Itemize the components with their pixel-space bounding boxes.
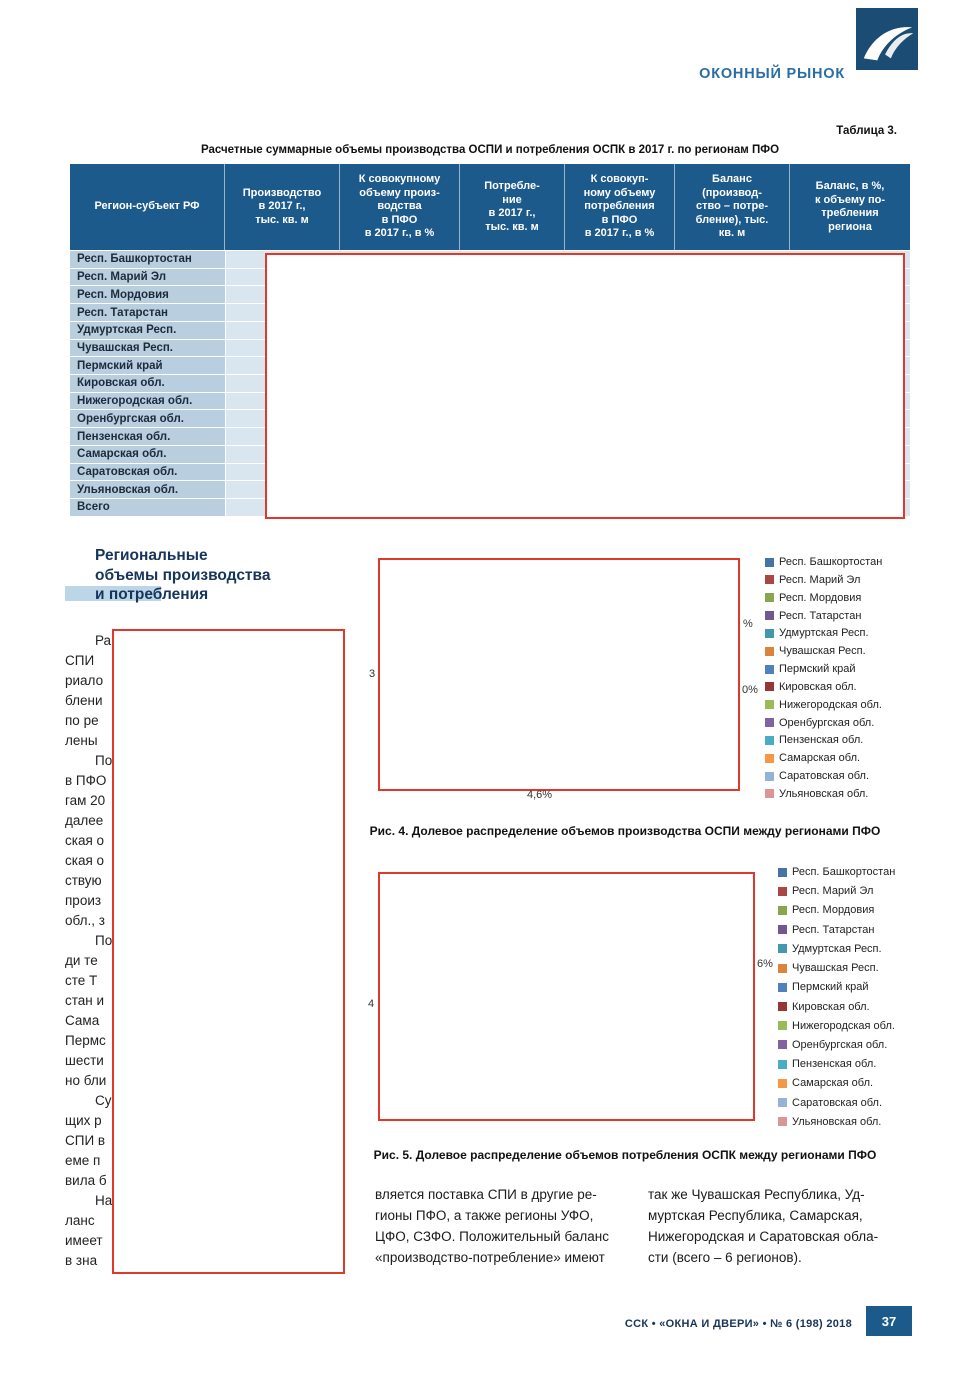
legend-label: Пензенская обл. [792, 1058, 877, 1071]
legend-item [765, 610, 882, 622]
legend-label: Ульяновская обл. [792, 1115, 882, 1128]
legend-item [765, 788, 882, 800]
legend-swatch [765, 772, 774, 781]
legend-swatch [778, 944, 787, 953]
legend-item [778, 943, 895, 955]
redaction-box-figure5 [378, 872, 755, 1121]
publisher-logo [856, 8, 918, 70]
body-text-line: СПИ [65, 653, 95, 668]
legend-item [765, 627, 882, 639]
legend-item [765, 592, 882, 604]
region-name-cell: Респ. Мордовия [70, 286, 225, 303]
legend-item [778, 1001, 895, 1013]
legend-swatch [765, 558, 774, 567]
legend-item [765, 681, 882, 693]
column-header: К совокупному объему произ- водства в ПФО в 2017 г., в % [340, 164, 460, 250]
legend-swatch [765, 665, 774, 674]
body-text-line: обл., з [65, 913, 105, 928]
legend-item [778, 1077, 895, 1089]
body-text-line: в зна [65, 1253, 98, 1268]
body-text-line: гам 20 [65, 793, 106, 808]
region-name-cell: Пермский край [70, 357, 225, 374]
legend-label: Респ. Марий Эл [779, 573, 861, 586]
body-text-column-middle [375, 1184, 637, 1268]
legend-swatch [778, 1079, 787, 1088]
region-name-cell: Удмуртская Респ. [70, 322, 225, 339]
legend-label: Пермский край [779, 663, 856, 676]
legend-label: Респ. Татарстан [779, 609, 862, 622]
region-name-cell: Респ. Башкортостан [70, 251, 225, 268]
legend-swatch [778, 1040, 787, 1049]
legend-label: Респ. Мордовия [779, 591, 862, 604]
logo-graphic [856, 8, 918, 70]
body-text-line: вляется поставка СПИ в другие ре- [375, 1187, 597, 1202]
body-text-line: имеет [65, 1233, 103, 1248]
body-text-line: далее [65, 813, 104, 828]
region-name-cell: Саратовская обл. [70, 464, 225, 481]
legend-label: Оренбургская обл. [792, 1038, 888, 1051]
body-text-line: Сама [65, 1013, 100, 1028]
legend-swatch [778, 906, 787, 915]
body-text-line: Нижегородская и Саратовская обла- [648, 1229, 879, 1244]
legend-swatch [778, 1002, 787, 1011]
region-name-cell: Кировская обл. [70, 375, 225, 392]
body-text-line: ланс [65, 1213, 95, 1228]
column-header: Производство в 2017 г., тыс. кв. м [225, 164, 340, 250]
body-text-line: По [95, 753, 113, 768]
body-text-line: шести [65, 1053, 104, 1068]
table-title: Расчетные суммарные объемы производства ОСПИ и потребления ОСПК в 2017 г. по регионам ПФО [200, 144, 780, 156]
legend-item [765, 699, 882, 711]
body-text-line: риало [65, 673, 104, 688]
legend-item [778, 1116, 895, 1128]
body-text-line: вила б [65, 1173, 107, 1188]
legend-item [778, 924, 895, 936]
legend-label: Ульяновская обл. [779, 787, 869, 800]
body-text-line: по ре [65, 713, 99, 728]
body-text-line: еме п [65, 1153, 101, 1168]
body-text-line: блени [65, 693, 103, 708]
legend-item [778, 904, 895, 916]
legend-item [765, 734, 882, 746]
legend-label: Удмуртская Респ. [779, 627, 869, 640]
body-text-line: стан и [65, 993, 105, 1008]
column-header: Баланс (производ- ство – потре- бление), тыс. кв. м [675, 164, 790, 250]
body-text-line: ская о [65, 853, 105, 868]
body-text-line: щих р [65, 1113, 102, 1128]
legend-swatch [778, 1021, 787, 1030]
column-header: К совокуп- ному объему потребления в ПФО в 2017 г., в % [565, 164, 675, 250]
legend-swatch [765, 611, 774, 620]
legend-label: Кировская обл. [792, 1000, 870, 1013]
legend-label: Респ. Марий Эл [792, 885, 874, 898]
body-text-line: сти (всего – 6 регионов). [648, 1250, 802, 1265]
legend-item [778, 962, 895, 974]
body-text-line: но бли [65, 1073, 107, 1088]
body-text-line: гионы ПФО, а также регионы УФО, [375, 1208, 594, 1223]
legend-swatch [778, 1098, 787, 1107]
legend-label: Пензенская обл. [779, 734, 864, 747]
legend-swatch [765, 718, 774, 727]
column-header: Баланс, в %, к объему по- требления региона [814, 180, 886, 233]
legend-swatch [765, 593, 774, 602]
legend-label: Респ. Башкортостан [792, 866, 896, 878]
legend-label: Респ. Башкортостан [779, 556, 883, 568]
legend-label: Самарская обл. [779, 752, 861, 765]
fig4-data-label: 0% [742, 684, 758, 696]
legend-swatch [765, 629, 774, 638]
body-text-line: ская о [65, 833, 105, 848]
body-text-line: ствую [65, 873, 102, 888]
legend-item [765, 770, 882, 782]
footer-imprint: ССК • «ОКНА И ДВЕРИ» • № 6 (198) 2018 [624, 1318, 852, 1330]
fig4-data-label: 4,6% [527, 789, 553, 801]
legend-label: Нижегородская обл. [779, 698, 882, 711]
legend-label: Чувашская Респ. [779, 645, 866, 658]
fig5-data-label: 6% [757, 958, 773, 970]
legend-swatch [778, 887, 787, 896]
legend-swatch [765, 754, 774, 763]
redaction-box-table-data [265, 253, 905, 519]
redaction-box-figure4 [378, 558, 740, 791]
legend-item [778, 885, 895, 897]
page-section-title: ОКОННЫЙ РЫНОК [699, 66, 845, 82]
fig5-data-label: 4 [368, 998, 375, 1010]
legend-label: Кировская обл. [779, 680, 857, 693]
legend-swatch [778, 1060, 787, 1069]
body-text-line: муртская Республика, Самарская, [648, 1208, 863, 1223]
legend-item [778, 1039, 895, 1051]
legend-label: Самарская обл. [792, 1077, 874, 1090]
body-text-line: Су [95, 1093, 112, 1108]
region-name-cell: Респ. Марий Эл [70, 269, 225, 286]
legend-item [765, 663, 882, 675]
body-text-line: На [95, 1193, 113, 1208]
legend-item [778, 1097, 895, 1109]
fig4-data-label: 3 [369, 668, 376, 680]
figure5-caption: Рис. 5. Долевое распределение объемов потребления ОСПК между регионами ПФО [373, 1148, 877, 1162]
legend-swatch [778, 868, 787, 877]
legend-swatch [778, 964, 787, 973]
legend-item [765, 574, 882, 586]
legend-item [765, 717, 882, 729]
legend-label: Чувашская Респ. [792, 962, 879, 975]
section-heading-line: Региональные [95, 547, 208, 564]
body-text-line: произ [65, 893, 102, 908]
redaction-box-left-text [112, 629, 345, 1274]
body-text-line: СПИ в [65, 1133, 106, 1148]
legend-label: Саратовская обл. [792, 1096, 883, 1109]
figure4-caption: Рис. 4. Долевое распределение объемов производства ОСПИ между регионами ПФО [369, 824, 881, 838]
region-name-cell: Пензенская обл. [70, 428, 225, 445]
legend-swatch [778, 983, 787, 992]
body-text-line: Ра [95, 633, 112, 648]
legend-item [778, 866, 895, 878]
section-heading-line: объемы производства [95, 566, 271, 584]
legend-item [778, 981, 895, 993]
legend-item [778, 1020, 895, 1032]
legend-label: Респ. Татарстан [792, 923, 875, 936]
table-header-row [70, 164, 910, 250]
legend-swatch [765, 789, 774, 798]
page-number-badge: 37 [866, 1306, 912, 1336]
legend-swatch [778, 925, 787, 934]
region-name-cell: Ульяновская обл. [70, 481, 225, 498]
body-text-line: По [95, 933, 113, 948]
figure5-legend [778, 866, 895, 1128]
region-name-cell: Самарская обл. [70, 446, 225, 463]
legend-item [765, 752, 882, 764]
body-text-column-right [648, 1184, 916, 1268]
legend-label: Нижегородская обл. [792, 1019, 895, 1032]
legend-label: Пермский край [792, 981, 869, 994]
legend-swatch [778, 1117, 787, 1126]
region-name-cell: Всего [70, 499, 225, 516]
legend-label: Саратовская обл. [779, 770, 870, 783]
body-text-line: лены [65, 733, 98, 748]
region-name-cell: Респ. Татарстан [70, 304, 225, 321]
section-heading [95, 546, 270, 605]
legend-swatch [765, 700, 774, 709]
legend-swatch [765, 647, 774, 656]
legend-label: Оренбургская обл. [779, 716, 875, 729]
body-text-line: ди те [65, 953, 98, 968]
legend-label: Респ. Мордовия [792, 904, 875, 917]
body-text-line: «производство-потребление» имеют [375, 1250, 605, 1265]
legend-item [765, 556, 882, 568]
region-name-cell: Нижегородская обл. [70, 393, 225, 410]
legend-item [778, 1058, 895, 1070]
region-name-cell: Чувашская Респ. [70, 340, 225, 357]
legend-swatch [765, 575, 774, 584]
column-header: Потребле- ние в 2017 г., тыс. кв. м [460, 164, 565, 250]
body-text-line: ЦФО, СЗФО. Положительный баланс [375, 1229, 609, 1244]
body-text-line: в ПФО [65, 773, 107, 788]
legend-item [765, 645, 882, 657]
section-heading-line: и потребления [95, 586, 209, 603]
body-text-line: Пермс [65, 1033, 106, 1048]
column-header: Регион-субъект РФ [70, 164, 225, 250]
figure4-legend [765, 556, 882, 800]
fig4-data-label: % [743, 618, 753, 630]
table-label: Таблица 3. [836, 125, 897, 137]
body-text-line: так же Чувашская Республика, Уд- [648, 1187, 865, 1202]
region-name-cell: Оренбургская обл. [70, 410, 225, 427]
legend-swatch [765, 682, 774, 691]
legend-swatch [765, 736, 774, 745]
legend-label: Удмуртская Респ. [792, 942, 882, 955]
body-text-line: сте Т [65, 973, 98, 988]
